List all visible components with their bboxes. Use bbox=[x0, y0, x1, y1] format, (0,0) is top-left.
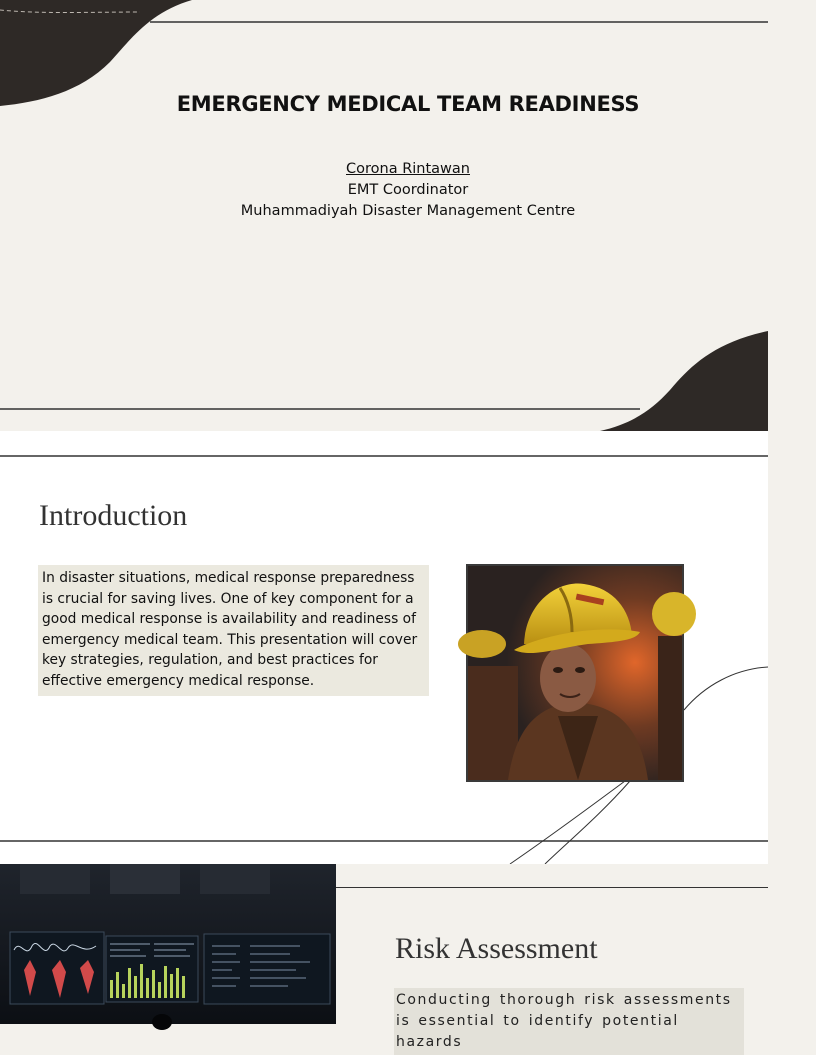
firefighter-photo bbox=[466, 564, 684, 782]
section-heading: Introduction bbox=[39, 499, 188, 532]
introduction-slide bbox=[0, 455, 768, 864]
bottom-right-blob bbox=[600, 331, 768, 431]
top-rule bbox=[336, 887, 768, 888]
title-slide bbox=[0, 0, 768, 431]
risk-paragraph: Conducting thorough risk assessments is essential to identify potential hazards bbox=[394, 988, 744, 1055]
decor-curve bbox=[684, 667, 768, 710]
decor-curve bbox=[510, 781, 625, 864]
author-role: EMT Coordinator bbox=[347, 182, 469, 198]
intro-paragraph: In disaster situations, medical response preparedness is crucial for saving lives. One of key component for a good medical response is availability and readiness of emergency medical team. This presentation will cover key strategies, regulation, and best practices for effective emergency medical response. bbox=[38, 565, 429, 696]
firefighter-image bbox=[468, 566, 682, 780]
top-left-blob bbox=[0, 0, 192, 106]
risk-assessment-slide bbox=[0, 864, 768, 1050]
presentation-title: EMERGENCY MEDICAL TEAM READINESS bbox=[176, 92, 640, 116]
decor-curve bbox=[545, 781, 630, 864]
author-name[interactable]: Corona Rintawan bbox=[346, 161, 470, 177]
dashboard-image bbox=[0, 864, 336, 1024]
section-heading: Risk Assessment bbox=[395, 932, 598, 965]
slide-gap bbox=[0, 431, 768, 455]
dashboard-photo bbox=[0, 864, 336, 1024]
author-organization: Muhammadiyah Disaster Management Centre bbox=[240, 203, 576, 219]
presenter-info bbox=[0, 159, 816, 222]
